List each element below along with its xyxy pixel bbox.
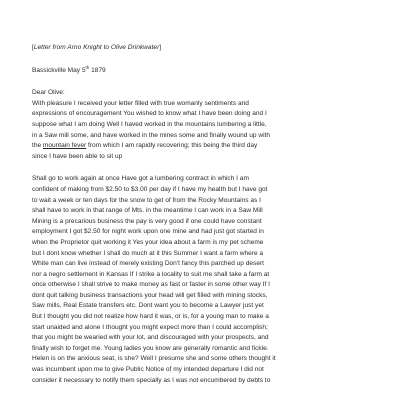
body-line: to wait a week or ten days for the snow to get of from the Rocky Mountains as I xyxy=(32,196,261,204)
body-text: the xyxy=(32,142,43,150)
body-line: expressions of encouragement You wished to know what I have been doing and I xyxy=(32,110,267,118)
body-line: but I dont know whether I shall do much at it this Summer I want a farm where a xyxy=(32,249,264,257)
body-line: finally wish to forget me. Young ladies you know are generally romantic and fickle. xyxy=(32,344,269,352)
body-line: in a Saw mill some, and have worked in the mines some and finally wound up with xyxy=(32,131,270,139)
dateline xyxy=(32,66,370,77)
body-line: But I thought you did not realize how hard it was, or is, for a young man to make a xyxy=(32,313,269,321)
header-bracket-open: [ xyxy=(32,44,34,51)
header-bracket-close: ] xyxy=(159,44,162,51)
body-line: suppose what I am doing Well I haved worked in the mountains lumbering a little, xyxy=(32,120,267,128)
body-line xyxy=(32,141,370,152)
dateline-year: 1879 xyxy=(89,66,106,74)
body-line: With pleasure I received your letter filled with true womanly sentiments and xyxy=(32,99,249,107)
body-line: Shall go to work again at once Have got a lumbering contract in which I am xyxy=(32,175,249,183)
paragraph-gap xyxy=(32,162,370,174)
paragraph-1 xyxy=(32,99,370,163)
body-line: when the Proprietor quit working it Yes your idea about a farm is my pet scheme xyxy=(32,238,264,246)
body-line: employment I got $2.50 for night work upon one mine and had just got started in xyxy=(32,228,264,236)
body-line: Saw mills, Real Estate transfers etc. Dont want you to become a Lawyer just yet xyxy=(32,302,264,310)
body-line: nor a negro settlement in Kansas If I strike a locality to suit me shall take a farm at xyxy=(32,270,270,278)
letter-header xyxy=(32,43,370,54)
body-line: start unaided and alone I thought you might expect more than I could accomplish; xyxy=(32,323,268,331)
body-line: shall have to work in that range of Mts. in the meantime I can work in a Saw Mill xyxy=(32,207,263,215)
paragraph-2 xyxy=(32,174,370,386)
body-line: was incumbent upon me to give Public Notice of my intended departure I did not xyxy=(32,366,264,374)
body-line: that you might be wearied with your lot, and discouraged with your prospects, and xyxy=(32,334,269,342)
salutation: Dear Olive: xyxy=(32,89,65,97)
body-line: since I have been able to sit up xyxy=(32,152,123,160)
dateline-ordinal: th xyxy=(85,64,90,70)
underlined-text: mountain fever xyxy=(42,142,87,150)
body-line: confident of making from $2.50 to $3.00 per day if I have my health but I have got xyxy=(32,185,268,193)
body-line: dont quit talking business transactions your head will get filled with mining stocks, xyxy=(32,291,268,299)
body-line: consider it necessary to notify them specially as I was not encumbered by debts to xyxy=(32,376,271,384)
body-text: from which I am rapidly recovering; this being the third day xyxy=(86,142,258,150)
body-line: Helen is on the anxious seat, is she? Well I presume she and some others thought it xyxy=(32,355,276,363)
body-line: White man can live instead of merely existing Don't fancy this parched up desert xyxy=(32,260,264,268)
body-line: once otherwise I shall strive to make money as fast or faster in some other way If I xyxy=(32,281,270,289)
dateline-place: Bassickville May 5 xyxy=(32,66,86,74)
body-line: Mining is a precarious business the pay is very good if one could have constant xyxy=(32,217,262,225)
letter-title: Letter from Arno Knight to Olive Drinkwater xyxy=(33,44,160,51)
